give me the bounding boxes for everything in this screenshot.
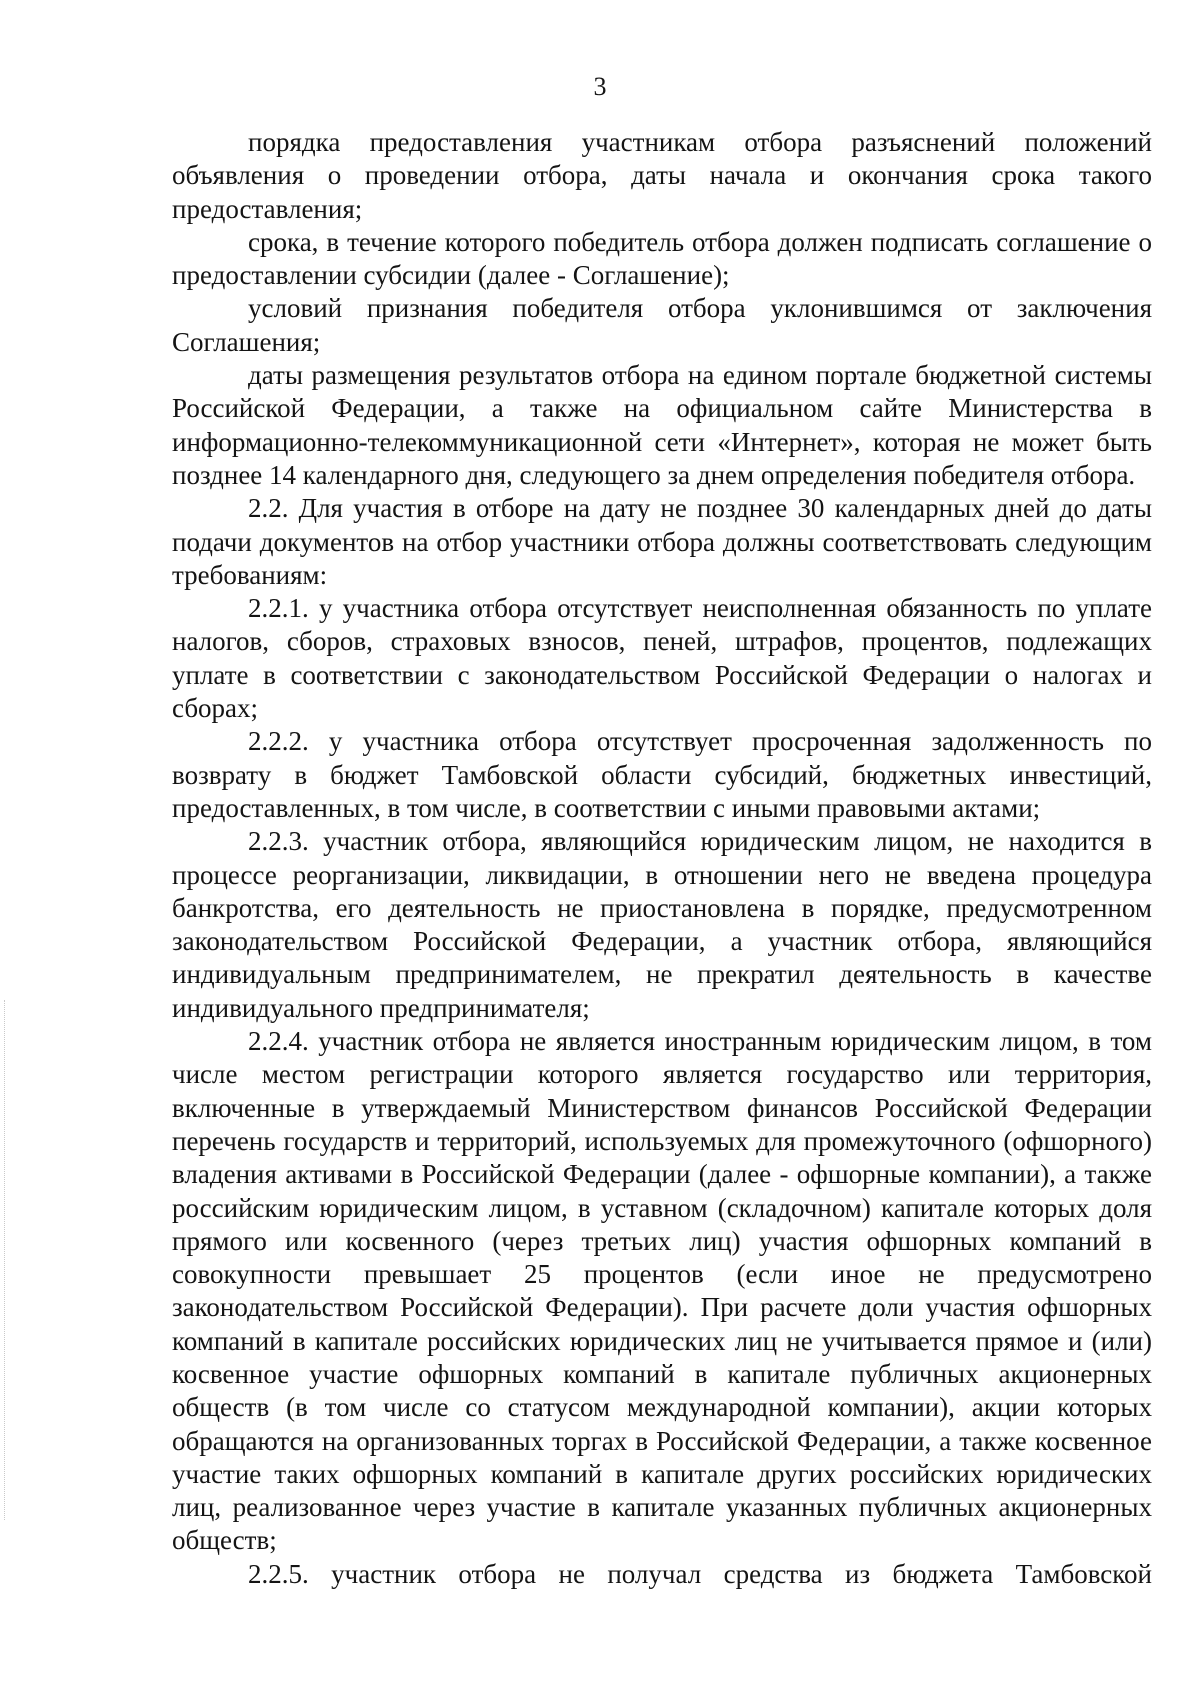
paragraph-2-2-2-debt: 2.2.2. у участника отбора отсутствует просроченная задолженность по возврату в бюджет Тамбовской области субсидий, бюджетных инвестиций, предоставленных, в том числе, в соответствии с иными правовыми актами;: [172, 726, 1152, 823]
paragraph-results-publication: даты размещения результатов отбора на едином портале бюджетной системы Российской Федерации, а также на официальном сайте Министерства в информационно-телекоммуникационной сети «Интернет», которая не может быть позднее 14 календарного дня, следующего за днем определения победителя отбора.: [172, 360, 1152, 490]
paragraph-2-2-1-taxes: 2.2.1. у участника отбора отсутствует неисполненная обязанность по уплате налогов, сборов, страховых взносов, пеней, штрафов, процентов, подлежащих уплате в соответствии с законодательством Российской Федерации о налогах и сборах;: [172, 593, 1152, 724]
paragraph-2-2-requirements: 2.2. Для участия в отборе на дату не позднее 30 календарных дней до даты подачи документов на отбор участники отбора должны соответствовать следующим требованиям:: [172, 493, 1152, 590]
document-body: [172, 126, 1152, 1591]
page-number: 3: [593, 72, 607, 101]
paragraph-clarification-procedure: порядка предоставления участникам отбора разъяснений положений объявления о проведении отбора, даты начала и окончания срока такого предоставления;: [172, 127, 1152, 224]
paragraph-signing-deadline: срока, в течение которого победитель отбора должен подписать соглашение о предоставлении субсидии (далее - Соглашение);: [172, 226, 1152, 291]
paragraph-2-2-3-reorganization: 2.2.3. участник отбора, являющийся юридическим лицом, не находится в процессе реорганизации, ликвидации, в отношении него не введена процедура банкротства, его деятельность не приостановлена в порядке, предусмотренном законодательством Российской Федерации, а участник отбора, являющийся индивидуальным предпринимателем, не прекратил деятельность в качестве индивидуального предпринимателя;: [172, 826, 1152, 1023]
paragraph-2-2-5-funds: 2.2.5. участник отбора не получал средства из бюджета Тамбовской: [248, 1558, 1152, 1589]
scan-margin-marks: [4, 1000, 8, 1520]
paragraph-evasion-conditions: условий признания победителя отбора уклонившимся от заключения Соглашения;: [172, 293, 1152, 357]
paragraph-2-2-4-offshore: 2.2.4. участник отбора не является иностранным юридическим лицом, в том числе местом регистрации которого является государство или территория, включенные в утверждаемый Министерством финансов Российской Федерации перечень государств и территорий, используемых для промежуточного (офшорного) владения активами в Российской Федерации (далее - офшорные компании), а также российским юридическим лицом, в уставном (складочном) капитале которых доля прямого или косвенного (через третьих лиц) участия офшорных компаний в совокупности превышает 25 процентов (если иное не предусмотрено законодательством Российской Федерации). При расчете доли участия офшорных компаний в капитале российских юридических лиц не учитывается прямое и (или) косвенное участие офшорных компаний в капитале публичных акционерных обществ (в том числе со статусом международной компании), акции которых обращаются на организованных торгах в Российской Федерации, а также косвенное участие таких офшорных компаний в капитале других российских юридических лиц, реализованное через участие в капитале указанных публичных акционерных обществ;: [172, 1026, 1152, 1556]
